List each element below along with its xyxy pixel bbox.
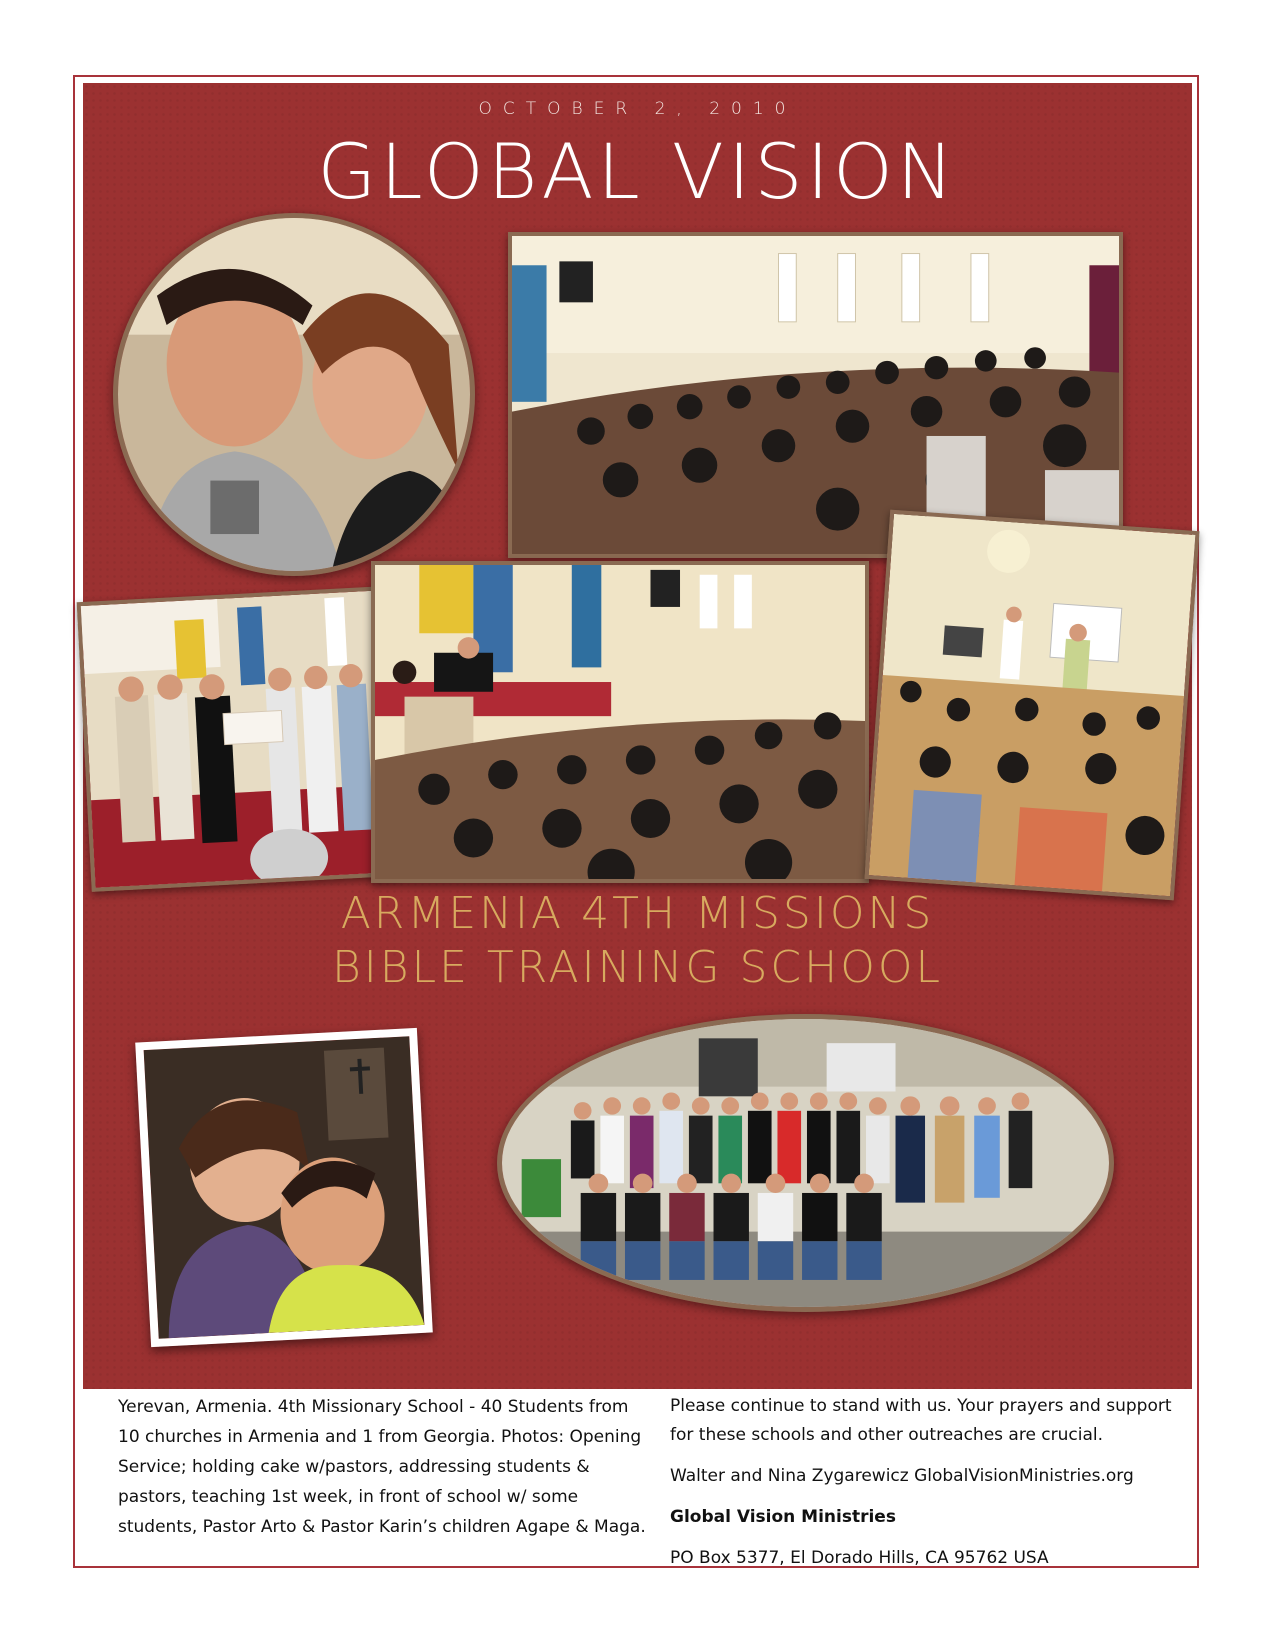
appeal-column bbox=[670, 1392, 1190, 1573]
photo-caption: Yerevan, Armenia. 4th Missionary School - 40 Students from 10 churches in Armenia and 1 from Georgia. Photos: Opening Service; holding cake w/pastors, addressing students & pastors, teaching 1st week, in front of school w/ some students, Pastor Arto & Pastor Karin’s children Agape & Maga. bbox=[118, 1397, 646, 1537]
photo-teaching-first-week bbox=[864, 510, 1199, 901]
photo-classroom-students bbox=[508, 232, 1123, 558]
appeal-message: Please continue to stand with us. Your prayers and support for these schools and other outreaches are crucial. bbox=[670, 1396, 1172, 1445]
newsletter-title: GLOBAL VISION bbox=[317, 127, 958, 216]
issue-date: OCTOBER 2, 2010 bbox=[478, 99, 797, 119]
signature-line: Walter and Nina Zygarewicz GlobalVisionMinistries.org bbox=[670, 1466, 1134, 1486]
photo-group-in-front-of-school bbox=[497, 1014, 1114, 1312]
headline-line-1: ARMENIA 4TH MISSIONS bbox=[340, 888, 935, 939]
mailing-address: PO Box 5377, El Dorado Hills, CA 95762 USA bbox=[670, 1548, 1049, 1568]
photo-children-agape-maga bbox=[135, 1028, 433, 1347]
photo-couple-portrait bbox=[113, 213, 475, 576]
organization-name: Global Vision Ministries bbox=[670, 1507, 896, 1527]
photo-addressing-students bbox=[371, 561, 869, 883]
photo-cake-with-pastors bbox=[77, 586, 402, 892]
headline-line-2: BIBLE TRAINING SCHOOL bbox=[331, 942, 944, 993]
